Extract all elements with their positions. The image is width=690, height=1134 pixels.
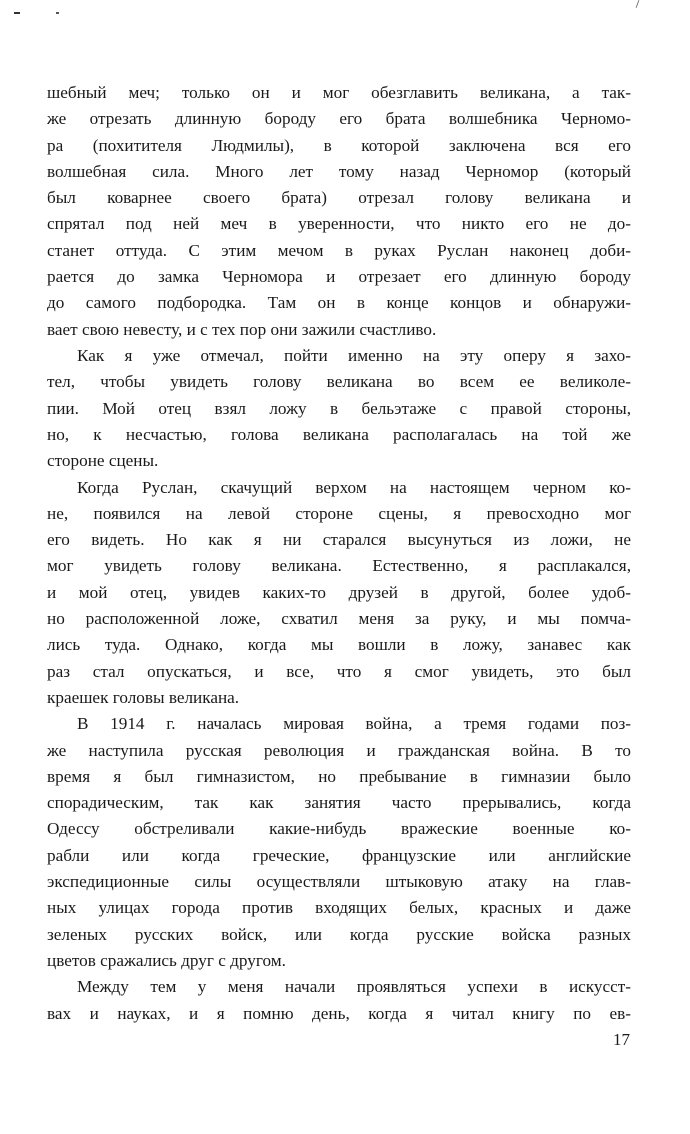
text-line: В 1914 г. началась мировая война, а тремя годами поз- [77,714,631,734]
text-line: но, к несчастью, голова великана располагалась на той же [47,424,631,444]
page-number: 17 [613,1030,630,1049]
text-line: но расположенной ложе, схватил меня за руку, и мы помча- [47,609,631,629]
text-line: Как я уже отмечал, пойти именно на эту оперу я захо- [77,346,631,366]
text-line: Когда Руслан, скачущий верхом на настоящем черном ко- [77,477,631,497]
text-line: станет оттуда. С этим мечом в руках Руслан наконец доби- [47,240,631,260]
page-body [47,80,631,1027]
text-line: рается до замка Черномора и отрезает его длинную бороду [47,267,631,287]
text-line: Одессу обстреливали какие-нибудь вражеские военные ко- [47,819,631,839]
text-line: краешек головы великана. [47,687,240,707]
scan-mark [636,0,640,8]
text-line: Между тем у меня начали проявляться успехи в искусст- [77,977,631,997]
text-line: рабли или когда греческие, французские или английские [47,845,631,865]
text-line: тел, чтобы увидеть голову великана во всем ее великоле- [47,372,631,392]
text-line: же отрезать длинную бороду его брата волшебника Черномо- [47,109,631,129]
text-line: не, появился на левой стороне сцены, я превосходно мог [47,503,631,523]
paragraph [47,80,631,343]
text-line: вает свою невесту, и с тех пор они зажили счастливо. [47,319,437,339]
text-line: зеленых русских войск, или когда русские войска разных [47,924,631,944]
text-line: цветов сражались друг с другом. [47,950,286,970]
text-line: ра (похитителя Людмилы), в которой заключена вся его [47,135,631,155]
text-line: вах и науках, и я помню день, когда я читал книгу по ев- [47,1003,631,1023]
text-line: мог увидеть голову великана. Естественно, я расплакался, [47,556,631,576]
text-line: ных улицах города против входящих белых, красных и даже [47,898,631,918]
text-line: спрятал под ней меч в уверенности, что никто его не до- [47,214,631,234]
text-line: раз стал опускаться, и все, что я смог увидеть, это был [47,661,631,681]
text-line: время я был гимназистом, но пребывание в гимназии было [47,766,631,786]
text-line: до самого подбородка. Там он в конце концов и обнаружи- [47,293,631,313]
text-line: был коварнее своего брата) отрезал голову великана и [47,188,631,208]
text-line: стороне сцены. [47,451,159,471]
text-line: экспедиционные силы осуществляли штыковую атаку на глав- [47,872,631,892]
text-line: шебный меч; только он и мог обезглавить великана, а так- [47,83,631,102]
scan-mark [56,12,59,14]
scan-mark [14,12,20,14]
text-line: же наступила русская революция и гражданская война. В то [47,740,631,760]
text-line: его видеть. Но как я ни старался высунуться из ложи, не [47,530,631,550]
text-line: пии. Мой отец взял ложу в бельэтаже с правой стороны, [47,398,631,418]
paragraph [47,974,631,1027]
text-line: лись туда. Однако, когда мы вошли в ложу, занавес как [47,635,631,655]
paragraph [47,343,631,474]
text-line: спорадическим, так как занятия часто прерывались, когда [47,793,631,813]
text-line: волшебная сила. Много лет тому назад Черномор (который [47,161,631,181]
paragraph [47,475,631,712]
paragraph [47,711,631,974]
text-line: и мой отец, увидев каких-то друзей в другой, более удоб- [47,582,631,602]
